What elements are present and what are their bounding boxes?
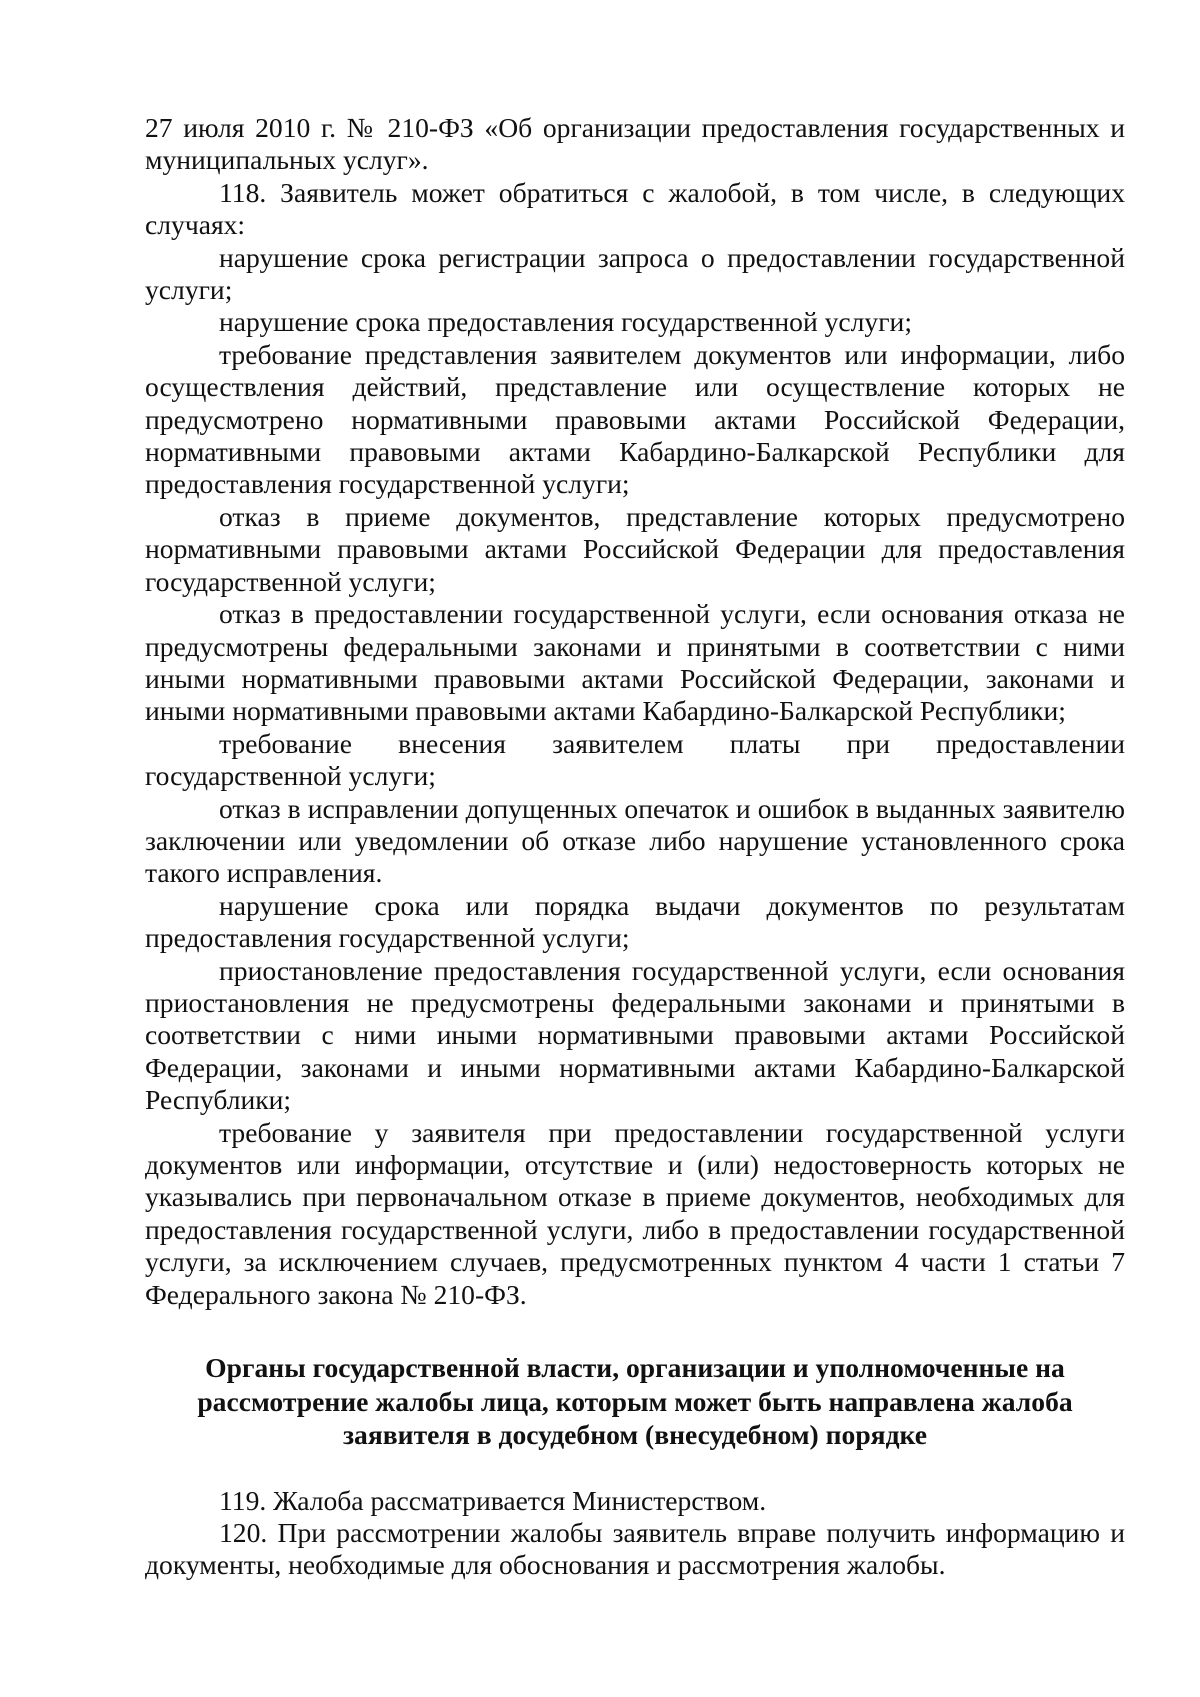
list-item: нарушение срока предоставления государственной услуги; [219,306,912,338]
section-heading: Органы государственной власти, организации и уполномоченные на рассмотрение жалобы лица, которым может быть направлена жалоба заявителя в досудебном (внесудебном) порядке [197,1352,1073,1451]
list-item: требование внесения заявителем платы при предоставлении государственной услуги; [145,727,1125,792]
list-item: отказ в исправлении допущенных опечаток и ошибок в выданных заявителю заключении или уведомлении об отказе либо нарушение установленного срока такого исправления. [145,792,1125,889]
list-item: отказ в приеме документов, представление которых предусмотрено нормативными правовыми актами Российской Федерации для предоставления государственной услуги; [145,500,1125,597]
list-item: требование у заявителя при предоставлении государственной услуги документов или информации, отсутствие и (или) недостоверность которых не указывались при первоначальном отказе в приеме документов, необходимых для предоставления государственной услуги, либо в предоставлении государственной услуги, за исключением случаев, предусмотренных пунктом 4 части 1 статьи 7 Федерального закона № 210-ФЗ. [145,1116,1125,1310]
list-item: требование представления заявителем документов или информации, либо осуществления действий, представление или осуществление которых не предусмотрено нормативными правовыми актами Российской Федерации, нормативными правовыми актами Кабардино-Балкарской Республики для предоставления государственной услуги; [145,338,1125,500]
paragraph-118-intro: 118. Заявитель может обратиться с жалобой, в том числе, в следующих случаях: [145,176,1125,241]
list-item: приостановление предоставления государственной услуги, если основания приостановления не предусмотрены федеральными законами и принятыми в соответствии с ними иными нормативными правовыми актами Российской Федерации, законами и иными нормативными актами Кабардино-Балкарской Республики; [145,954,1125,1116]
list-item: нарушение срока регистрации запроса о предоставлении государственной услуги; [145,241,1125,306]
opening-paragraph: 27 июля 2010 г. № 210-ФЗ «Об организации предоставления государственных и муниципальных услуг». [145,112,1125,176]
list-item: отказ в предоставлении государственной услуги, если основания отказа не предусмотрены федеральными законами и принятыми в соответствии с ними иными нормативными правовыми актами Российской Федерации, законами и иными нормативными правовыми актами Кабардино-Балкарской Республики; [145,598,1125,727]
paragraph-120: 120. При рассмотрении жалобы заявитель вправе получить информацию и документы, необходимые для обоснования и рассмотрения жалобы. [145,1516,1125,1581]
paragraph-119: 119. Жалоба рассматривается Министерством. [219,1484,767,1516]
document-page [145,112,1125,1582]
list-item: нарушение срока или порядка выдачи документов по результатам предоставления государственной услуги; [145,889,1125,954]
